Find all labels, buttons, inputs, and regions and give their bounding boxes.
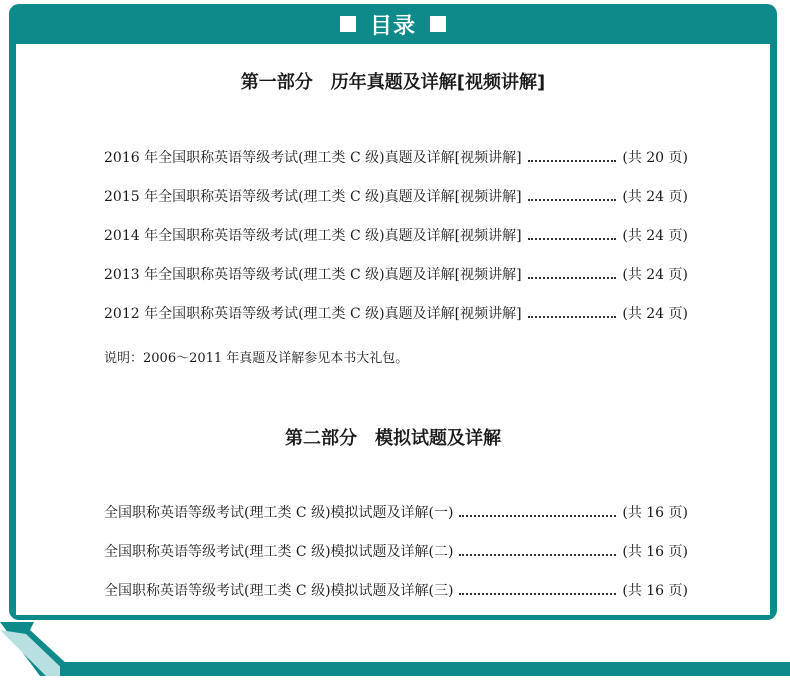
entry-pages: (共 16 页) <box>622 583 688 599</box>
leader-dots <box>528 160 617 162</box>
toc-title: 目录 <box>369 13 416 39</box>
entry-title: 2014 年全国职称英语等级考试(理工类 C 级)真题及详解[视频讲解] <box>104 228 522 244</box>
part2-title: 第二部分 模拟试题及详解 <box>285 428 501 449</box>
square-bullet-icon <box>340 16 356 32</box>
entry-pages: (共 24 页) <box>622 228 688 244</box>
entry-pages: (共 16 页) <box>622 505 688 521</box>
toc-frame <box>9 4 777 620</box>
part1-title: 第一部分 历年真题及详解[视频讲解] <box>240 72 546 93</box>
entry-title: 全国职称英语等级考试(理工类 C 级)模拟试题及详解(一) <box>104 505 454 521</box>
toc-entry[interactable] <box>104 224 688 246</box>
entry-title: 全国职称英语等级考试(理工类 C 级)模拟试题及详解(二) <box>104 544 454 560</box>
entry-title: 2013 年全国职称英语等级考试(理工类 C 级)真题及详解[视频讲解] <box>104 267 522 283</box>
leader-dots <box>528 199 617 201</box>
entry-pages: (共 24 页) <box>622 189 688 205</box>
entry-pages: (共 16 页) <box>622 544 688 560</box>
leader-dots <box>528 238 617 240</box>
toc-entry[interactable] <box>104 263 688 285</box>
leader-dots <box>459 554 616 556</box>
bottom-bar <box>60 662 790 676</box>
toc-entry[interactable] <box>104 302 688 324</box>
toc-entry[interactable] <box>104 501 688 523</box>
leader-dots <box>528 316 617 318</box>
toc-header <box>9 4 777 44</box>
toc-entry[interactable] <box>104 579 688 601</box>
toc-entry[interactable] <box>104 185 688 207</box>
toc-entry[interactable] <box>104 146 688 168</box>
entry-pages: (共 24 页) <box>622 267 688 283</box>
entry-pages: (共 24 页) <box>622 306 688 322</box>
toc-panel <box>16 44 770 615</box>
note-text: 说明：2006～2011 年真题及详解参见本书大礼包。 <box>104 351 409 366</box>
leader-dots <box>528 277 617 279</box>
entry-title: 2016 年全国职称英语等级考试(理工类 C 级)真题及详解[视频讲解] <box>104 150 522 166</box>
square-bullet-icon <box>430 16 446 32</box>
entry-pages: (共 20 页) <box>622 150 688 166</box>
toc-entry[interactable] <box>104 540 688 562</box>
entry-title: 2015 年全国职称英语等级考试(理工类 C 级)真题及详解[视频讲解] <box>104 189 522 205</box>
leader-dots <box>459 515 616 517</box>
entry-title: 全国职称英语等级考试(理工类 C 级)模拟试题及详解(三) <box>104 583 454 599</box>
leader-dots <box>459 593 616 595</box>
entry-title: 2012 年全国职称英语等级考试(理工类 C 级)真题及详解[视频讲解] <box>104 306 522 322</box>
